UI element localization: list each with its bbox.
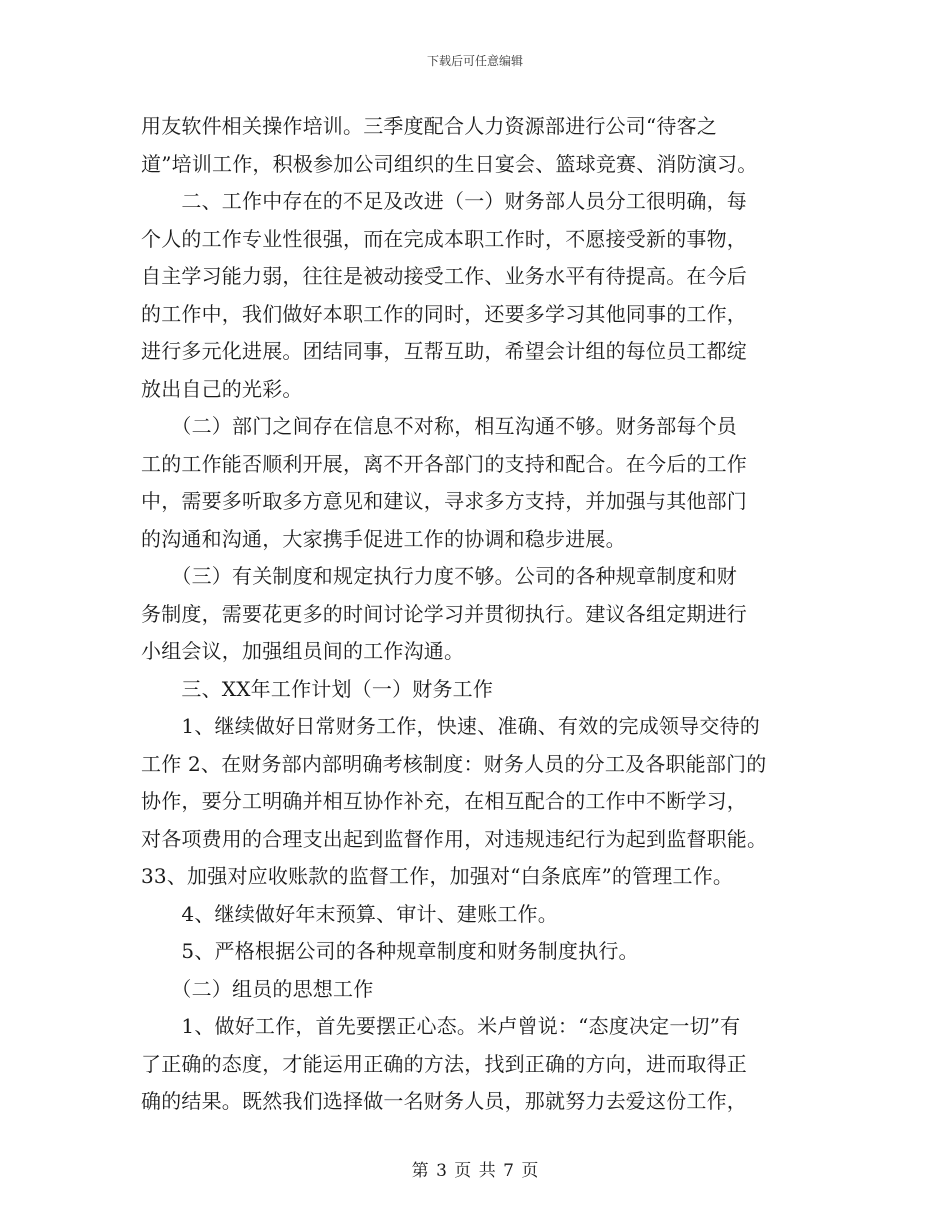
text-line: 中，需要多听取多方意见和建议，寻求多方支持，并加强与其他部门 (141, 489, 747, 513)
text-line: 的工作中，我们做好本职工作的同时，还要多学习其他同事的工作， (141, 301, 747, 326)
text-line: 的沟通和沟通，大家携手促进工作的协调和稳步进展。 (141, 526, 626, 551)
page-header: 下载后可任意编辑 (426, 54, 523, 68)
text-line: （二）部门之间存在信息不对称，相互沟通不够。财务部每个员 (141, 414, 737, 438)
text-line: 1、做好工作，首先要摆正心态。米卢曾说：“态度决定一切”有 (141, 1014, 741, 1038)
text-line: 1、继续做好日常财务工作，快速、准确、有效的完成领导交待的 (141, 714, 760, 738)
text-line: 二、工作中存在的不足及改进（一）财务部人员分工很明确，每 (141, 189, 747, 213)
text-line: 工作 2、在财务部内部明确考核制度：财务人员的分工及各职能部门的 (141, 751, 767, 776)
text-line: 协作，要分工明确并相互协作补充，在相互配合的工作中不断学习， (141, 789, 747, 813)
text-line: 对各项费用的合理支出起到监督作用，对违规违纪行为起到监督职能。 (141, 826, 768, 851)
text-line: 三、XX年工作计划（一）财务工作 (141, 676, 494, 701)
text-line: （三）有关制度和规定执行力度不够。公司的各种规章制度和财 (141, 564, 737, 588)
text-line: 4、继续做好年末预算、审计、建账工作。 (141, 901, 558, 926)
text-line: 工的工作能否顺利开展，离不开各部门的支持和配合。在今后的工作 (141, 451, 747, 476)
text-line: 务制度，需要花更多的时间讨论学习并贯彻执行。建议各组定期进行 (141, 601, 747, 626)
text-line: 道”培训工作，积极参加公司组织的生日宴会、篮球竞赛、消防演习。 (141, 151, 758, 176)
text-line: 进行多元化进展。团结同事，互帮互助，希望会计组的每位员工都绽 (141, 339, 747, 363)
text-line: 了正确的态度，才能运用正确的方法，找到正确的方向，进而取得正 (141, 1051, 747, 1076)
text-line: 用友软件相关操作培训。三季度配合人力资源部进行公司“待客之 (141, 114, 718, 138)
text-line: 小组会议，加强组员间的工作沟通。 (141, 639, 465, 663)
text-line: （二）组员的思想工作 (141, 976, 374, 1001)
text-line: 个人的工作专业性很强，而在完成本职工作时，不愿接受新的事物， (141, 226, 747, 251)
text-line: 放出自己的光彩。 (141, 376, 303, 401)
page-number-footer: 第 3 页 共 7 页 (411, 1161, 539, 1181)
document-body (141, 108, 816, 1121)
text-line: 5、严格根据公司的各种规章制度和财务制度执行。 (141, 939, 639, 963)
text-line: 确的结果。既然我们选择做一名财务人员，那就努力去爱这份工作， (141, 1089, 747, 1113)
text-line: 自主学习能力弱，往往是被动接受工作、业务水平有待提高。在今后 (141, 264, 747, 288)
text-line: 33、加强对应收账款的监督工作，加强对“白条底库”的管理工作。 (141, 864, 734, 888)
